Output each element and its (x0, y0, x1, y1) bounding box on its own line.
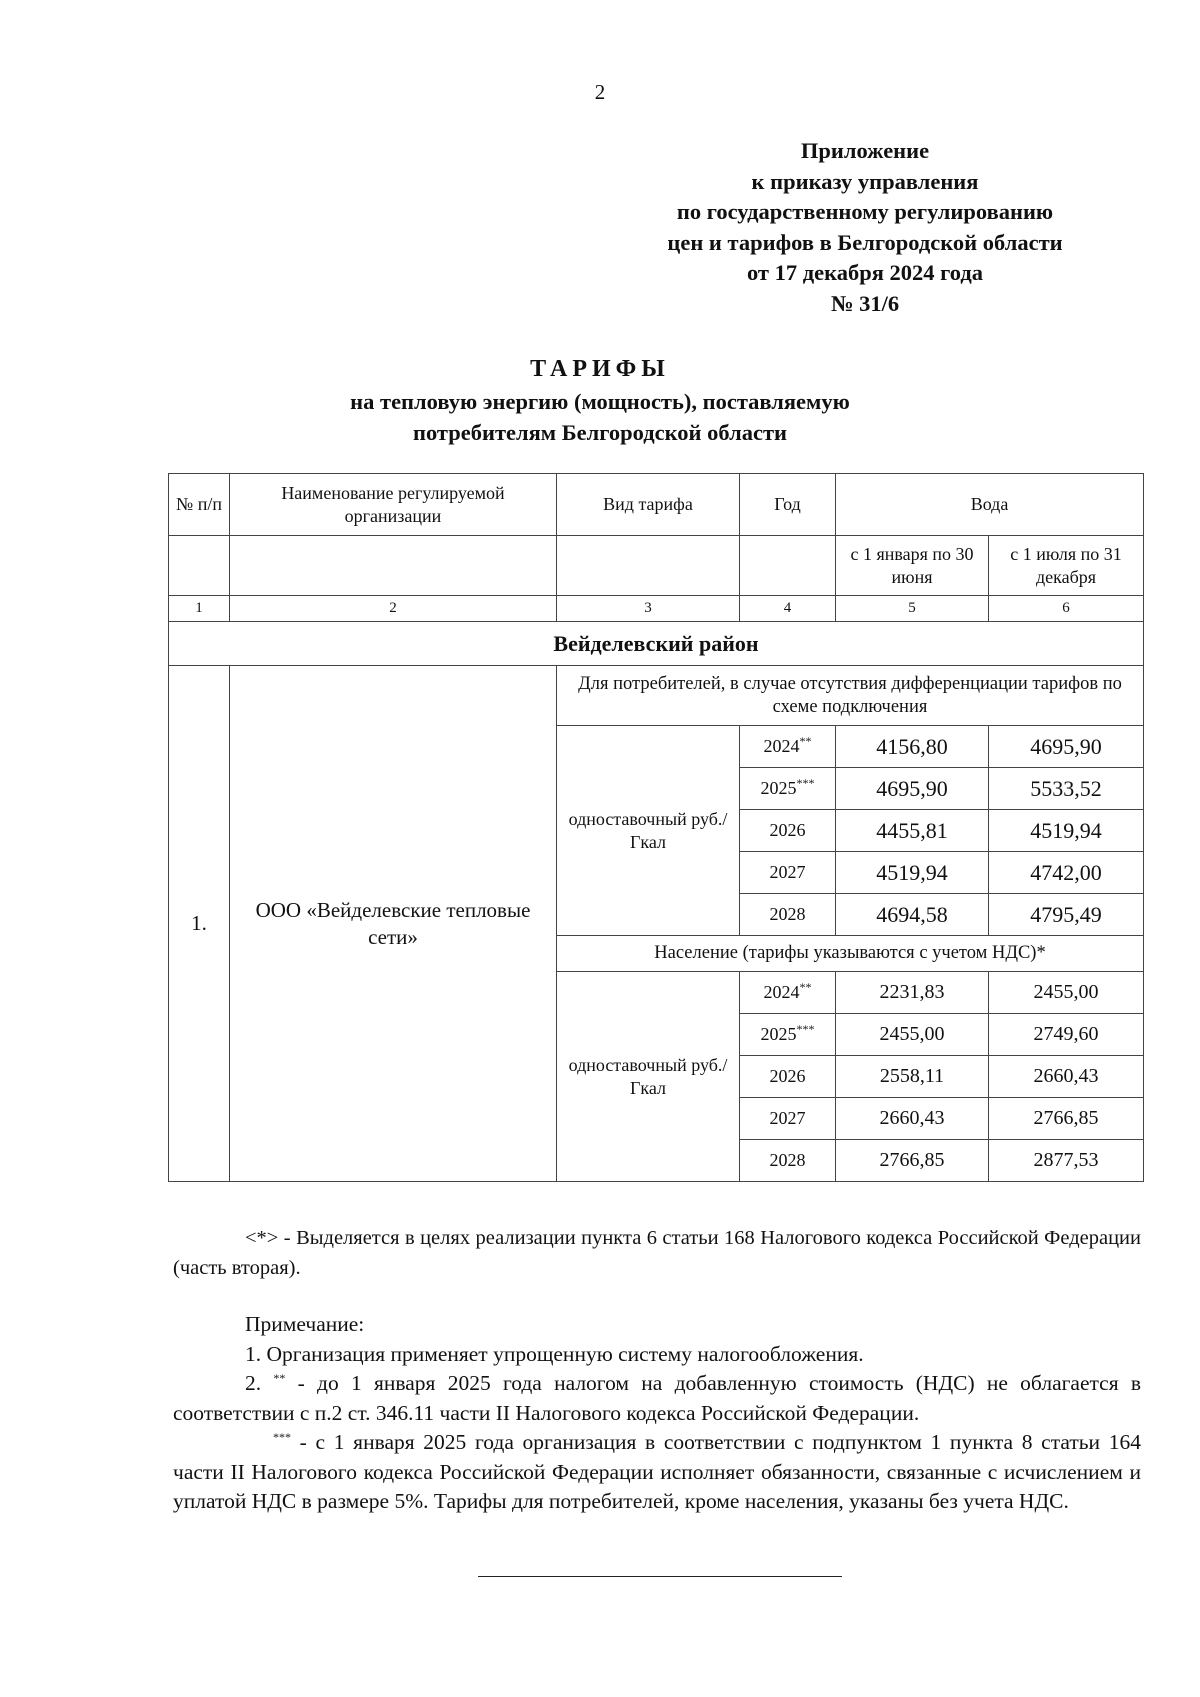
header-empty-cell (557, 536, 740, 596)
note-section (173, 1310, 1141, 1517)
note-item-1: 1. Организация применяет упрощенную систему налогообложения. (245, 1341, 864, 1366)
year-value: 2025 (760, 1024, 797, 1044)
note-item-2-text: - до 1 января 2025 года налогом на добавленную стоимость (НДС) не облагается в соответствии с п.2 ст. 346.11 части II Налогового кодекса Российской Федерации. (173, 1371, 1142, 1425)
group-label: Для потребителей, в случае отсутствия дифференциации тарифов по схеме подключения (557, 666, 1144, 726)
header-period-1: с 1 января по 30 июня (836, 536, 989, 596)
value-period-1: 2455,00 (836, 1014, 989, 1056)
year-value: 2028 (769, 904, 806, 924)
appendix-line: Приложение (800, 138, 930, 163)
header-empty-cell (740, 536, 836, 596)
title-subtitle-line: потребителям Белгородской области (413, 420, 787, 445)
appendix-line: цен и тарифов в Белгородской области (667, 229, 1063, 255)
title-subtitle-line: на тепловую энергию (мощность), поставляемую (350, 389, 850, 414)
year-value: 2027 (769, 1108, 806, 1128)
column-number: 1 (169, 596, 230, 622)
header-empty-cell (230, 536, 557, 596)
column-number: 4 (740, 596, 836, 622)
note-item-2-number: 2. (245, 1371, 262, 1395)
note-title: Примечание: (245, 1312, 365, 1336)
value-period-1: 4695,90 (836, 768, 989, 810)
note-item-3-mark: *** (273, 1429, 291, 1444)
value-period-1: 4455,81 (836, 810, 989, 852)
year-cell (740, 726, 836, 768)
year-cell (740, 768, 836, 810)
row-number: 1. (169, 666, 230, 1182)
appendix-line: по государственному регулированию (676, 199, 1054, 224)
year-mark: *** (796, 1022, 815, 1036)
note-item-3-text: - с 1 января 2025 года организация в соответствии с подпунктом 1 пункта 8 статьи 164 части II Налогового кодекса Российской Федерации исполняет обязанности, связанные с исчислением и уплатой НДС в размере 5%. Тарифы для потребителей, кроме населения, указаны без учета НДС. (173, 1430, 1141, 1513)
header-tariff-type: Вид тарифа (557, 474, 740, 536)
tariff-table (168, 473, 1144, 1182)
year-mark: *** (796, 776, 815, 790)
note-item-2 (173, 1369, 1141, 1428)
page-number: 2 (594, 80, 606, 104)
year-cell (740, 1014, 836, 1056)
document-title (0, 352, 1200, 448)
column-number: 5 (836, 596, 989, 622)
year-cell (740, 852, 836, 894)
year-cell (740, 972, 836, 1014)
footnote-text: <*> - Выделяется в целях реализации пункта 6 статьи 168 Налогового кодекса Российской Федерации (часть вторая). (173, 1227, 1141, 1279)
value-period-1: 4519,94 (836, 852, 989, 894)
organization-name: ООО «Вейделевские тепловые сети» (230, 666, 557, 1182)
appendix-header (600, 136, 1130, 319)
value-period-2: 2766,85 (989, 1098, 1144, 1140)
closing-rule (478, 1576, 842, 1577)
note-item-3 (173, 1428, 1141, 1517)
value-period-2: 2660,43 (989, 1056, 1144, 1098)
header-empty-cell (169, 536, 230, 596)
header-org: Наименование регулируемой организации (230, 474, 557, 536)
column-number: 6 (989, 596, 1144, 622)
value-period-2: 4795,49 (989, 894, 1144, 936)
column-number: 3 (557, 596, 740, 622)
tariff-type: одноставочный руб./Гкал (557, 972, 740, 1182)
tariff-type: одноставочный руб./Гкал (557, 726, 740, 936)
year-value: 2024 (763, 736, 800, 756)
year-value: 2027 (769, 862, 806, 882)
value-period-1: 2231,83 (836, 972, 989, 1014)
value-period-2: 4695,90 (989, 726, 1144, 768)
year-cell (740, 1056, 836, 1098)
value-period-1: 4694,58 (836, 894, 989, 936)
year-value: 2025 (760, 778, 797, 798)
value-period-2: 2749,60 (989, 1014, 1144, 1056)
year-value: 2024 (763, 982, 800, 1002)
value-period-1: 2660,43 (836, 1098, 989, 1140)
value-period-1: 4156,80 (836, 726, 989, 768)
appendix-line: к приказу управления (751, 168, 979, 194)
title-main: ТАРИФЫ (530, 356, 670, 382)
district-name: Вейделевский район (169, 622, 1144, 666)
year-value: 2028 (769, 1150, 806, 1170)
value-period-1: 2558,11 (836, 1056, 989, 1098)
value-period-2: 4742,00 (989, 852, 1144, 894)
appendix-line: от 17 декабря 2024 года (746, 260, 984, 285)
year-value: 2026 (769, 820, 806, 840)
header-num: № п/п (169, 474, 230, 536)
header-water: Вода (836, 474, 1144, 536)
value-period-2: 2877,53 (989, 1140, 1144, 1182)
value-period-2: 4519,94 (989, 810, 1144, 852)
year-value: 2026 (769, 1066, 806, 1086)
indent (173, 1430, 273, 1454)
value-period-2: 2455,00 (989, 972, 1144, 1014)
column-number: 2 (230, 596, 557, 622)
year-cell (740, 894, 836, 936)
header-year: Год (740, 474, 836, 536)
year-mark: ** (799, 734, 812, 748)
year-cell (740, 1098, 836, 1140)
year-cell (740, 1140, 836, 1182)
year-mark: ** (799, 980, 812, 994)
header-period-2: с 1 июля по 31 декабря (989, 536, 1144, 596)
appendix-line: № 31/6 (830, 290, 900, 316)
year-cell (740, 810, 836, 852)
group-label: Население (тарифы указываются с учетом НДС)* (557, 936, 1144, 972)
note-item-2-mark: ** (273, 1370, 286, 1385)
value-period-2: 5533,52 (989, 768, 1144, 810)
value-period-1: 2766,85 (836, 1140, 989, 1182)
footnote (173, 1223, 1141, 1283)
